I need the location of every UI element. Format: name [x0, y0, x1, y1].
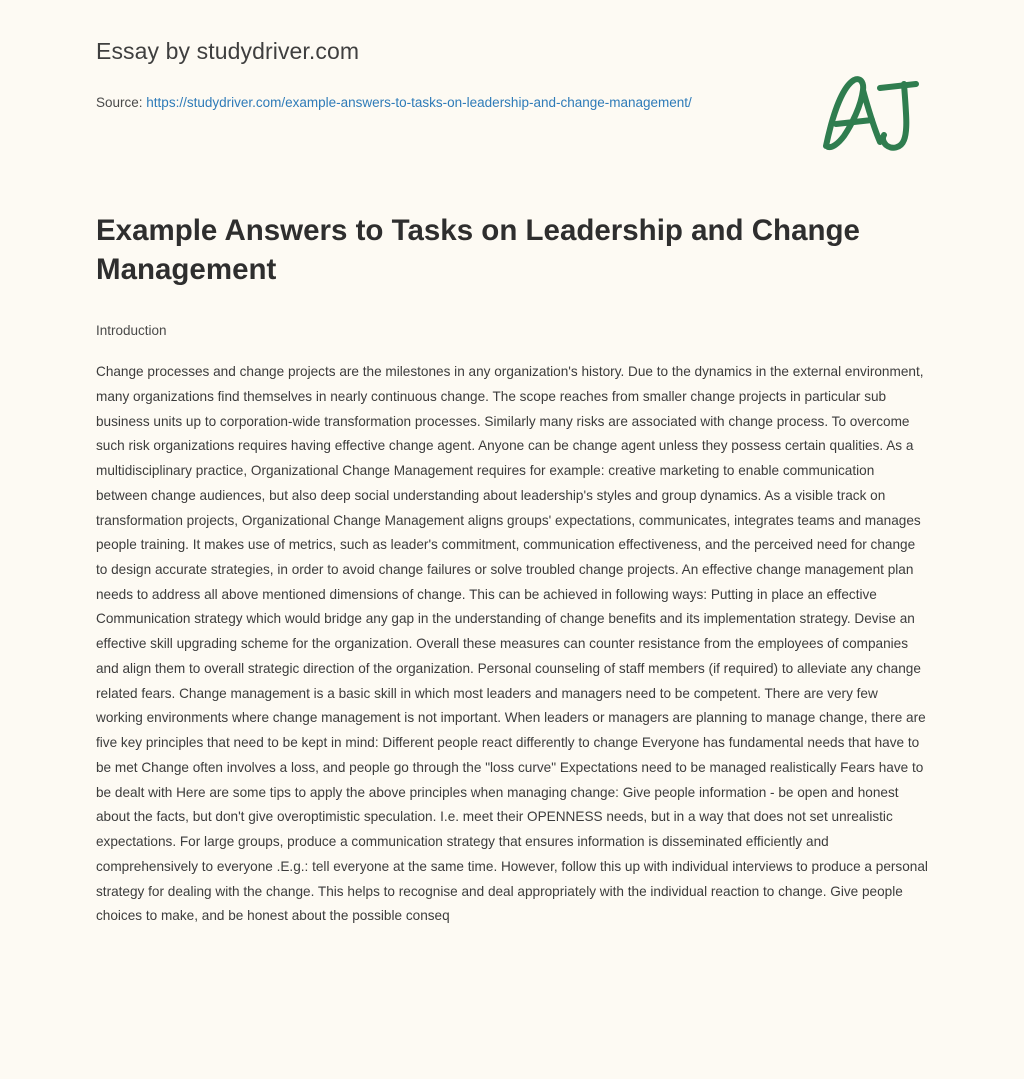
body-paragraph: Change processes and change projects are the milestones in any organization's history. Due to the dynamics in the external environment, many organizations find themselves in nearly continuous change. The scope reaches from smaller change projects in particular sub business units up to corporation-wide transformation processes. Similarly many risks are associated with change process. To overcome such risk organizations requires having effective change agent. Anyone can be change agent unless they possess certain qualities. As a multidisciplinary practice, Organizational Change Management requires for example: creative marketing to enable communication between change audiences, but also deep social understanding about leadership's styles and group dynamics. As a visible track on transformation projects, Organizational Change Management aligns groups' expectations, communicates, integrates teams and manages people training. It makes use of metrics, such as leader's commitment, communication effectiveness, and the perceived need for change to design accurate strategies, in order to avoid change failures or solve troubled change projects. An effective change management plan needs to address all above mentioned dimensions of change. This can be achieved in following ways: Putting in place an effective Communication strategy which would bridge any gap in the understanding of change benefits and its implementation strategy. Devise an effective skill upgrading scheme for the organization. Overall these measures can counter resistance from the employees of companies and align them to overall strategic direction of the organization. Personal counseling of staff members (if required) to alleviate any change related fears. Change management is a basic skill in which most leaders and managers need to be competent. There are very few working environments where change management is not important. When leaders or managers are planning to manage change, there are five key principles that need to be kept in mind: Different people react differently to change Everyone has fundamental needs that have to be met Change often involves a loss, and people go through the "loss curve" Expectations need to be managed realistically Fears have to be dealt with Here are some tips to apply the above principles when managing change: Give people information - be open and honest about the facts, but don't give overoptimistic speculation. I.e. meet their OPENNESS needs, but in a way that does not set unrealistic expectations. For large groups, produce a communication strategy that ensures information is disseminated efficiently and comprehensively to everyone .E.g.: tell everyone at the same time. However, follow this up with individual interviews to produce a personal strategy for dealing with the change. This helps to recognise and deal appropriately with the individual reaction to change. Give people choices to make, and be honest about the possible conseq [96, 364, 932, 924]
section-heading: Introduction [96, 323, 167, 339]
document-header [0, 0, 1024, 115]
page-title: Example Answers to Tasks on Leadership and Change Management [96, 213, 860, 286]
document-body [96, 323, 932, 929]
studydriver-monogram-icon [816, 68, 928, 156]
source-line [96, 91, 756, 115]
site-brand: Essay by studydriver.com [96, 38, 360, 64]
source-url-link[interactable]: https://studydriver.com/example-answers-to-tasks-on-leadership-and-change-management/ [146, 95, 692, 110]
source-label: Source: [96, 95, 143, 110]
